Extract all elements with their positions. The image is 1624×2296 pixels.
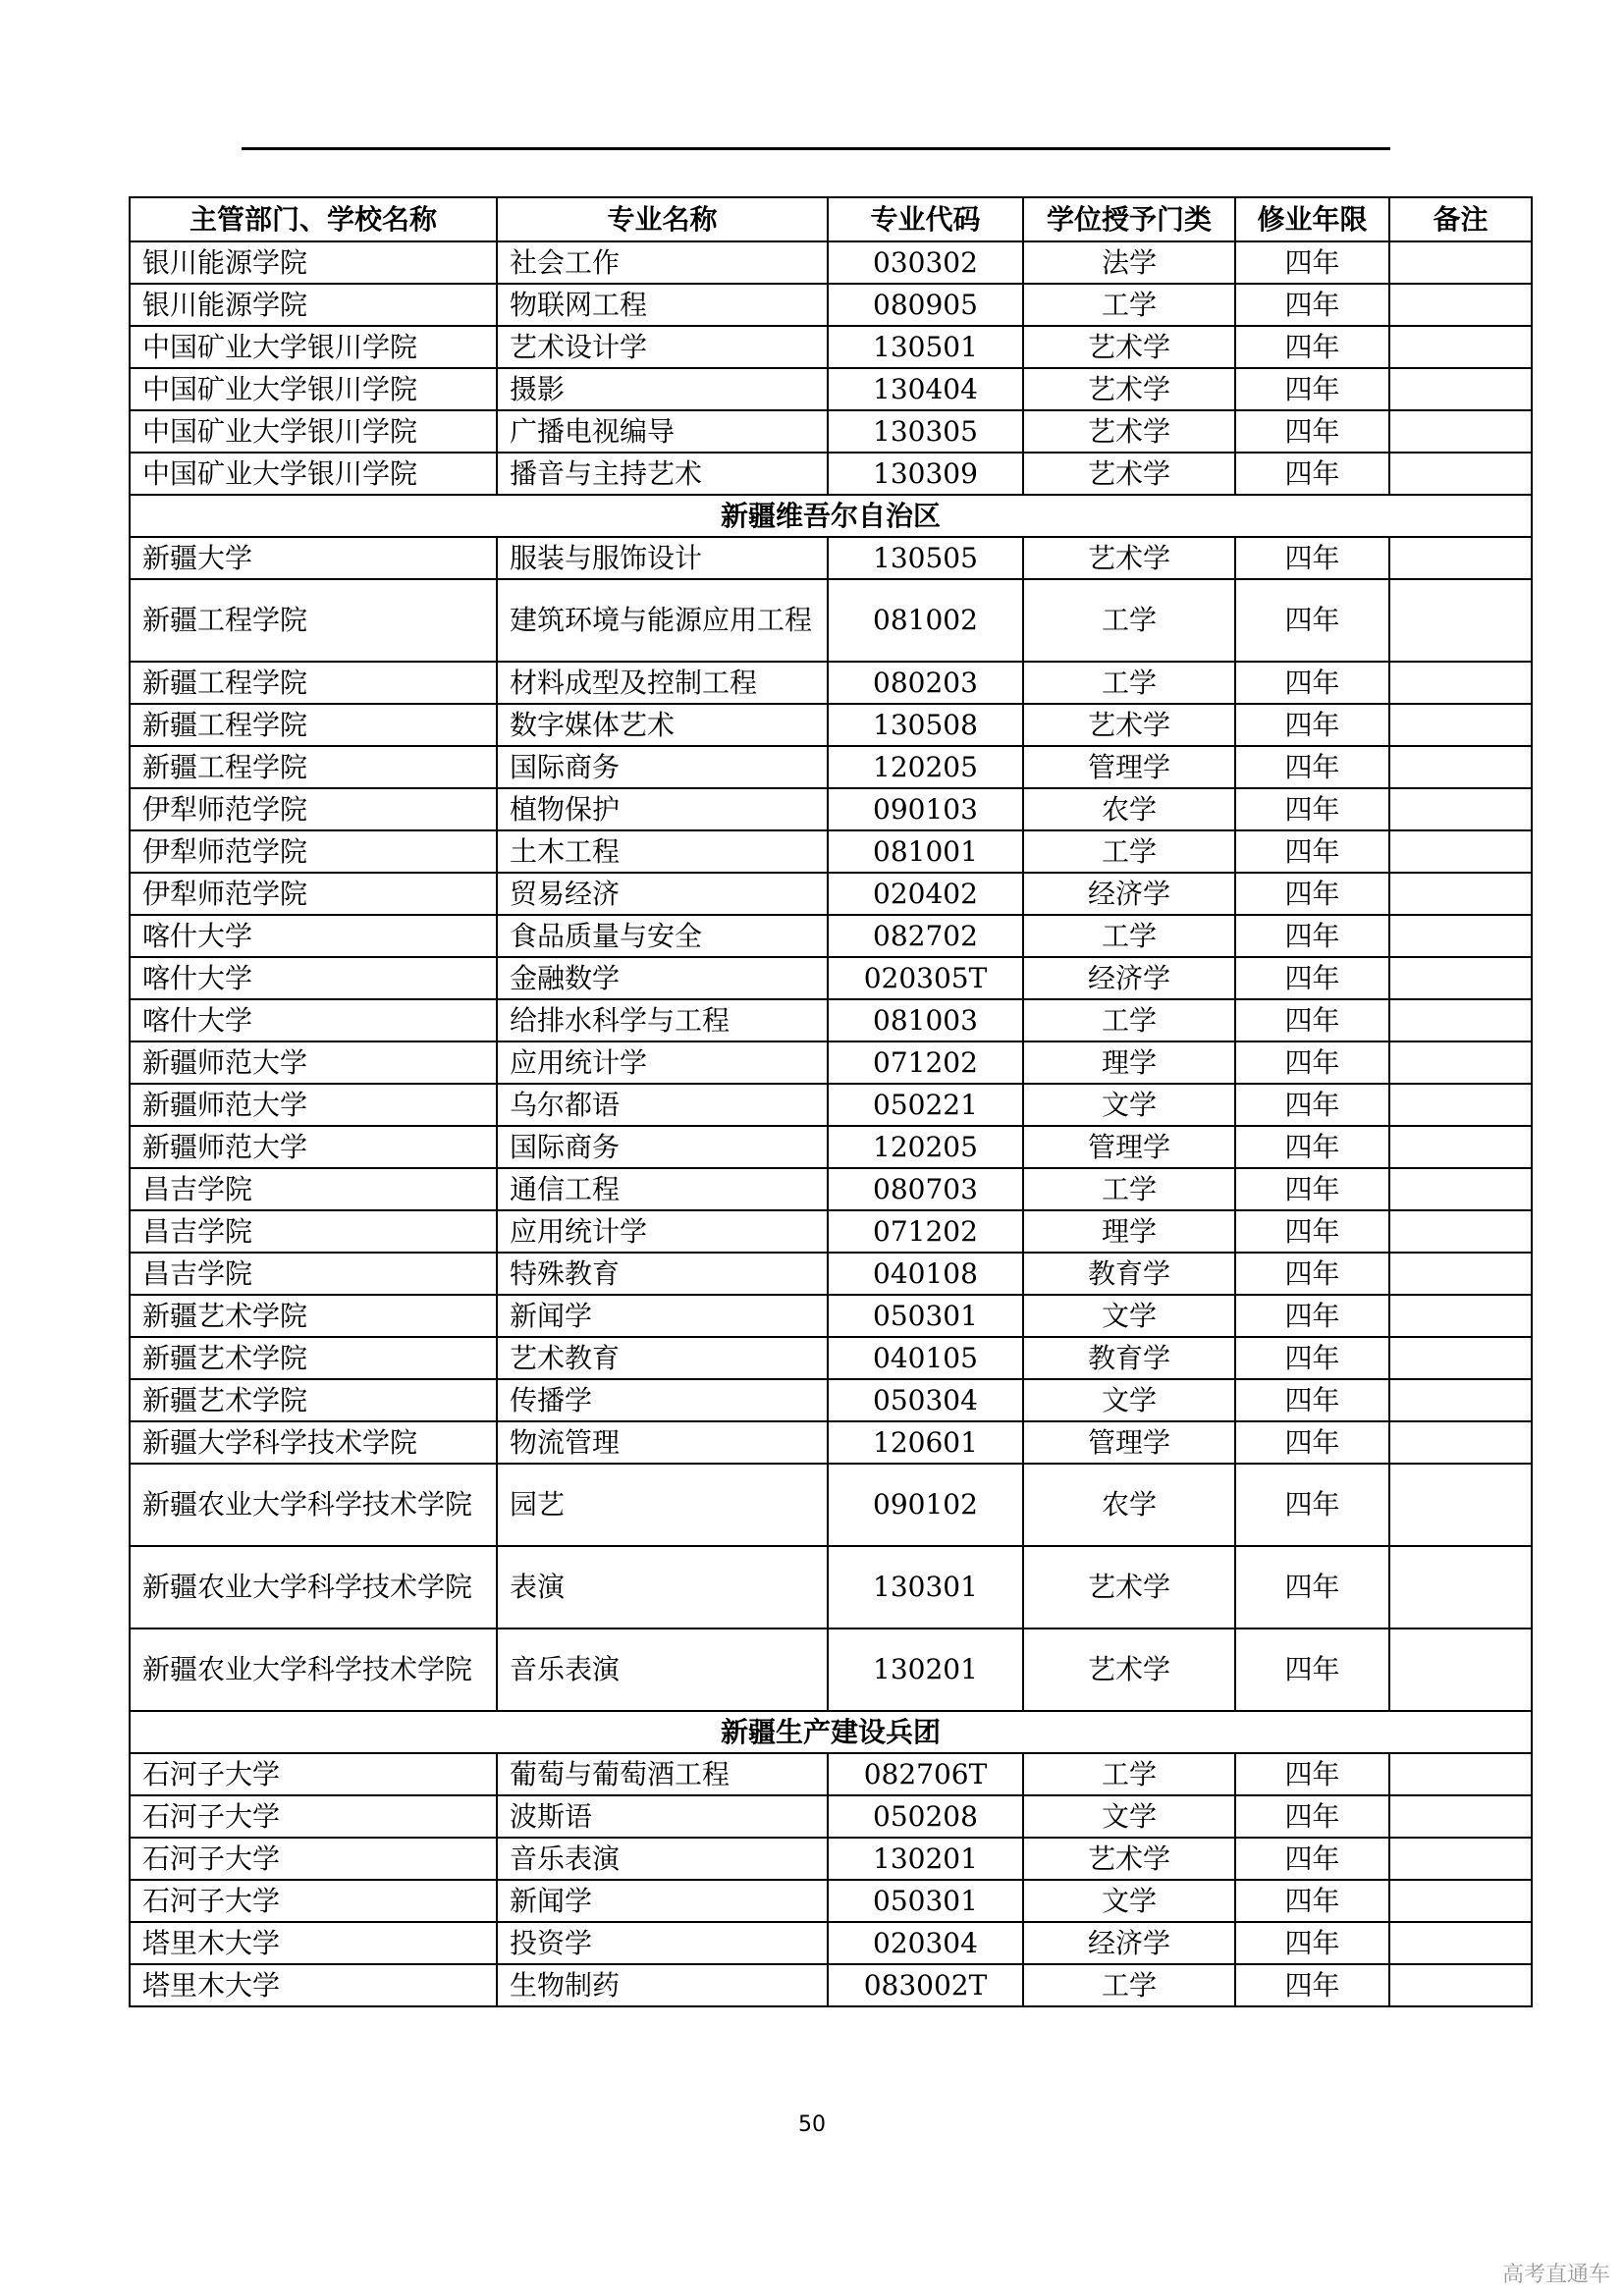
header-school: 主管部门、学校名称: [130, 197, 497, 241]
code-cell: 080203: [828, 662, 1023, 704]
years-cell: 四年: [1235, 746, 1389, 788]
degree-cell: 工学: [1023, 830, 1235, 873]
major-cell: 植物保护: [497, 788, 828, 830]
table-row: [130, 915, 1532, 957]
degree-cell: 农学: [1023, 788, 1235, 830]
degree-cell: 艺术学: [1023, 1838, 1235, 1880]
table-body: [130, 241, 1532, 2006]
code-cell: 130201: [828, 1838, 1023, 1880]
code-cell: 130508: [828, 704, 1023, 746]
degree-cell: 工学: [1023, 1753, 1235, 1795]
school-cell: 石河子大学: [130, 1880, 497, 1922]
table-row: [130, 1168, 1532, 1210]
major-cell: 应用统计学: [497, 1210, 828, 1253]
degree-cell: 农学: [1023, 1464, 1235, 1546]
school-cell: 银川能源学院: [130, 284, 497, 326]
school-cell: 伊犁师范学院: [130, 873, 497, 915]
note-cell: [1389, 326, 1532, 368]
note-cell: [1389, 1041, 1532, 1084]
school-cell: 新疆工程学院: [130, 704, 497, 746]
degree-cell: 管理学: [1023, 1126, 1235, 1168]
major-cell: 新闻学: [497, 1880, 828, 1922]
school-cell: 塔里木大学: [130, 1922, 497, 1964]
note-cell: [1389, 915, 1532, 957]
table-row: [130, 368, 1532, 410]
major-cell: 广播电视编导: [497, 410, 828, 453]
years-cell: 四年: [1235, 830, 1389, 873]
years-cell: 四年: [1235, 957, 1389, 999]
code-cell: 082706T: [828, 1753, 1023, 1795]
code-cell: 082702: [828, 915, 1023, 957]
note-cell: [1389, 410, 1532, 453]
degree-cell: 工学: [1023, 999, 1235, 1041]
major-cell: 金融数学: [497, 957, 828, 999]
table-row: [130, 241, 1532, 284]
note-cell: [1389, 241, 1532, 284]
table-row: [130, 326, 1532, 368]
code-cell: 020304: [828, 1922, 1023, 1964]
note-cell: [1389, 1922, 1532, 1964]
school-cell: 中国矿业大学银川学院: [130, 410, 497, 453]
degree-cell: 管理学: [1023, 1421, 1235, 1464]
note-cell: [1389, 1464, 1532, 1546]
school-cell: 新疆师范大学: [130, 1084, 497, 1126]
degree-cell: 工学: [1023, 1964, 1235, 2006]
note-cell: [1389, 579, 1532, 662]
note-cell: [1389, 537, 1532, 579]
region-row: [130, 495, 1532, 537]
years-cell: 四年: [1235, 788, 1389, 830]
years-cell: 四年: [1235, 1253, 1389, 1295]
school-cell: 新疆大学: [130, 537, 497, 579]
degree-cell: 理学: [1023, 1041, 1235, 1084]
years-cell: 四年: [1235, 326, 1389, 368]
header-note: 备注: [1389, 197, 1532, 241]
table-row: [130, 1795, 1532, 1838]
header-major: 专业名称: [497, 197, 828, 241]
school-cell: 喀什大学: [130, 915, 497, 957]
table-row: [130, 1880, 1532, 1922]
code-cell: 120205: [828, 746, 1023, 788]
years-cell: 四年: [1235, 1795, 1389, 1838]
major-cell: 生物制药: [497, 1964, 828, 2006]
school-cell: 伊犁师范学院: [130, 788, 497, 830]
degree-cell: 文学: [1023, 1295, 1235, 1337]
note-cell: [1389, 957, 1532, 999]
note-cell: [1389, 1295, 1532, 1337]
degree-cell: 文学: [1023, 1084, 1235, 1126]
years-cell: 四年: [1235, 704, 1389, 746]
header-degree: 学位授予门类: [1023, 197, 1235, 241]
major-cell: 表演: [497, 1546, 828, 1629]
major-cell: 材料成型及控制工程: [497, 662, 828, 704]
school-cell: 喀什大学: [130, 957, 497, 999]
note-cell: [1389, 1753, 1532, 1795]
code-cell: 081001: [828, 830, 1023, 873]
years-cell: 四年: [1235, 537, 1389, 579]
table-row: [130, 957, 1532, 999]
major-cell: 葡萄与葡萄酒工程: [497, 1753, 828, 1795]
degree-cell: 管理学: [1023, 746, 1235, 788]
major-cell: 艺术教育: [497, 1337, 828, 1379]
years-cell: 四年: [1235, 999, 1389, 1041]
code-cell: 071202: [828, 1210, 1023, 1253]
table-row: [130, 704, 1532, 746]
major-cell: 服装与服饰设计: [497, 537, 828, 579]
note-cell: [1389, 873, 1532, 915]
watermark: 高考直通车: [1501, 2263, 1610, 2287]
table-header-row: [130, 197, 1532, 241]
code-cell: 071202: [828, 1041, 1023, 1084]
major-cell: 特殊教育: [497, 1253, 828, 1295]
degree-cell: 艺术学: [1023, 453, 1235, 495]
table-row: [130, 1295, 1532, 1337]
years-cell: 四年: [1235, 1880, 1389, 1922]
school-cell: 中国矿业大学银川学院: [130, 453, 497, 495]
header-rule: [242, 147, 1390, 150]
school-cell: 新疆艺术学院: [130, 1337, 497, 1379]
code-cell: 050301: [828, 1880, 1023, 1922]
code-cell: 120601: [828, 1421, 1023, 1464]
note-cell: [1389, 1838, 1532, 1880]
degree-cell: 文学: [1023, 1795, 1235, 1838]
code-cell: 130404: [828, 368, 1023, 410]
note-cell: [1389, 746, 1532, 788]
table-row: [130, 1964, 1532, 2006]
code-cell: 050301: [828, 1295, 1023, 1337]
school-cell: 昌吉学院: [130, 1210, 497, 1253]
region-title: 新疆维吾尔自治区: [130, 495, 1532, 537]
table-row: [130, 579, 1532, 662]
code-cell: 050221: [828, 1084, 1023, 1126]
years-cell: 四年: [1235, 579, 1389, 662]
degree-cell: 文学: [1023, 1379, 1235, 1421]
school-cell: 新疆工程学院: [130, 579, 497, 662]
degree-cell: 艺术学: [1023, 410, 1235, 453]
school-cell: 新疆师范大学: [130, 1126, 497, 1168]
code-cell: 130501: [828, 326, 1023, 368]
header-code: 专业代码: [828, 197, 1023, 241]
years-cell: 四年: [1235, 1084, 1389, 1126]
note-cell: [1389, 999, 1532, 1041]
degree-cell: 艺术学: [1023, 1629, 1235, 1711]
degree-cell: 经济学: [1023, 873, 1235, 915]
note-cell: [1389, 662, 1532, 704]
degree-cell: 教育学: [1023, 1253, 1235, 1295]
table-row: [130, 1337, 1532, 1379]
code-cell: 020402: [828, 873, 1023, 915]
degree-cell: 艺术学: [1023, 326, 1235, 368]
table-row: [130, 1379, 1532, 1421]
region-row: [130, 1711, 1532, 1753]
major-cell: 波斯语: [497, 1795, 828, 1838]
code-cell: 120205: [828, 1126, 1023, 1168]
note-cell: [1389, 704, 1532, 746]
note-cell: [1389, 1964, 1532, 2006]
page-number: 50: [798, 2112, 826, 2137]
code-cell: 083002T: [828, 1964, 1023, 2006]
school-cell: 新疆农业大学科学技术学院: [130, 1629, 497, 1711]
table-row: [130, 1464, 1532, 1546]
school-cell: 新疆工程学院: [130, 662, 497, 704]
years-cell: 四年: [1235, 284, 1389, 326]
years-cell: 四年: [1235, 1210, 1389, 1253]
degree-cell: 教育学: [1023, 1337, 1235, 1379]
major-cell: 食品质量与安全: [497, 915, 828, 957]
major-cell: 传播学: [497, 1379, 828, 1421]
school-cell: 伊犁师范学院: [130, 830, 497, 873]
major-cell: 播音与主持艺术: [497, 453, 828, 495]
major-cell: 音乐表演: [497, 1838, 828, 1880]
note-cell: [1389, 1337, 1532, 1379]
school-cell: 银川能源学院: [130, 241, 497, 284]
note-cell: [1389, 1880, 1532, 1922]
degree-cell: 艺术学: [1023, 537, 1235, 579]
code-cell: 081003: [828, 999, 1023, 1041]
degree-cell: 理学: [1023, 1210, 1235, 1253]
note-cell: [1389, 788, 1532, 830]
school-cell: 石河子大学: [130, 1753, 497, 1795]
note-cell: [1389, 1210, 1532, 1253]
years-cell: 四年: [1235, 1168, 1389, 1210]
note-cell: [1389, 1795, 1532, 1838]
degree-cell: 工学: [1023, 662, 1235, 704]
major-cell: 国际商务: [497, 1126, 828, 1168]
years-cell: 四年: [1235, 1964, 1389, 2006]
years-cell: 四年: [1235, 915, 1389, 957]
note-cell: [1389, 453, 1532, 495]
major-cell: 物联网工程: [497, 284, 828, 326]
table-row: [130, 1629, 1532, 1711]
note-cell: [1389, 1629, 1532, 1711]
code-cell: 050208: [828, 1795, 1023, 1838]
major-cell: 乌尔都语: [497, 1084, 828, 1126]
degree-cell: 经济学: [1023, 1922, 1235, 1964]
code-cell: 090102: [828, 1464, 1023, 1546]
table-row: [130, 746, 1532, 788]
major-cell: 贸易经济: [497, 873, 828, 915]
major-cell: 社会工作: [497, 241, 828, 284]
note-cell: [1389, 284, 1532, 326]
years-cell: 四年: [1235, 1295, 1389, 1337]
code-cell: 080703: [828, 1168, 1023, 1210]
degree-cell: 经济学: [1023, 957, 1235, 999]
table-row: [130, 873, 1532, 915]
degree-cell: 艺术学: [1023, 1546, 1235, 1629]
school-cell: 新疆农业大学科学技术学院: [130, 1464, 497, 1546]
table-row: [130, 1922, 1532, 1964]
years-cell: 四年: [1235, 873, 1389, 915]
code-cell: 130301: [828, 1546, 1023, 1629]
major-cell: 数字媒体艺术: [497, 704, 828, 746]
code-cell: 050304: [828, 1379, 1023, 1421]
major-cell: 国际商务: [497, 746, 828, 788]
major-cell: 投资学: [497, 1922, 828, 1964]
years-cell: 四年: [1235, 368, 1389, 410]
school-cell: 昌吉学院: [130, 1253, 497, 1295]
table-row: [130, 1041, 1532, 1084]
major-cell: 建筑环境与能源应用工程: [497, 579, 828, 662]
school-cell: 新疆艺术学院: [130, 1379, 497, 1421]
code-cell: 080905: [828, 284, 1023, 326]
major-cell: 音乐表演: [497, 1629, 828, 1711]
years-cell: 四年: [1235, 662, 1389, 704]
major-cell: 给排水科学与工程: [497, 999, 828, 1041]
note-cell: [1389, 1421, 1532, 1464]
school-cell: 新疆师范大学: [130, 1041, 497, 1084]
school-cell: 新疆大学科学技术学院: [130, 1421, 497, 1464]
table-row: [130, 788, 1532, 830]
major-cell: 艺术设计学: [497, 326, 828, 368]
school-cell: 新疆工程学院: [130, 746, 497, 788]
degree-cell: 文学: [1023, 1880, 1235, 1922]
years-cell: 四年: [1235, 1546, 1389, 1629]
years-cell: 四年: [1235, 1753, 1389, 1795]
degree-cell: 艺术学: [1023, 704, 1235, 746]
major-cell: 摄影: [497, 368, 828, 410]
region-title: 新疆生产建设兵团: [130, 1711, 1532, 1753]
degree-cell: 工学: [1023, 284, 1235, 326]
years-cell: 四年: [1235, 1337, 1389, 1379]
table-row: [130, 1126, 1532, 1168]
note-cell: [1389, 1546, 1532, 1629]
school-cell: 喀什大学: [130, 999, 497, 1041]
years-cell: 四年: [1235, 410, 1389, 453]
major-cell: 应用统计学: [497, 1041, 828, 1084]
code-cell: 020305T: [828, 957, 1023, 999]
table-row: [130, 537, 1532, 579]
years-cell: 四年: [1235, 1379, 1389, 1421]
code-cell: 130201: [828, 1629, 1023, 1711]
table-row: [130, 410, 1532, 453]
note-cell: [1389, 830, 1532, 873]
degree-cell: 工学: [1023, 579, 1235, 662]
major-cell: 土木工程: [497, 830, 828, 873]
table-row: [130, 284, 1532, 326]
school-cell: 中国矿业大学银川学院: [130, 368, 497, 410]
note-cell: [1389, 1253, 1532, 1295]
table-row: [130, 1753, 1532, 1795]
code-cell: 081002: [828, 579, 1023, 662]
code-cell: 130309: [828, 453, 1023, 495]
table-row: [130, 662, 1532, 704]
note-cell: [1389, 1168, 1532, 1210]
years-cell: 四年: [1235, 241, 1389, 284]
table-row: [130, 1084, 1532, 1126]
years-cell: 四年: [1235, 1041, 1389, 1084]
table-row: [130, 830, 1532, 873]
table-row: [130, 453, 1532, 495]
years-cell: 四年: [1235, 453, 1389, 495]
table-row: [130, 1253, 1532, 1295]
major-cell: 通信工程: [497, 1168, 828, 1210]
school-cell: 石河子大学: [130, 1838, 497, 1880]
table-row: [130, 1421, 1532, 1464]
code-cell: 040105: [828, 1337, 1023, 1379]
school-cell: 新疆农业大学科学技术学院: [130, 1546, 497, 1629]
code-cell: 030302: [828, 241, 1023, 284]
major-cell: 园艺: [497, 1464, 828, 1546]
code-cell: 130505: [828, 537, 1023, 579]
years-cell: 四年: [1235, 1421, 1389, 1464]
code-cell: 130305: [828, 410, 1023, 453]
degree-cell: 法学: [1023, 241, 1235, 284]
table-row: [130, 1838, 1532, 1880]
school-cell: 中国矿业大学银川学院: [130, 326, 497, 368]
code-cell: 040108: [828, 1253, 1023, 1295]
major-cell: 物流管理: [497, 1421, 828, 1464]
table-row: [130, 999, 1532, 1041]
years-cell: 四年: [1235, 1464, 1389, 1546]
note-cell: [1389, 1084, 1532, 1126]
table-row: [130, 1546, 1532, 1629]
code-cell: 090103: [828, 788, 1023, 830]
note-cell: [1389, 368, 1532, 410]
degree-cell: 工学: [1023, 915, 1235, 957]
table-row: [130, 1210, 1532, 1253]
note-cell: [1389, 1126, 1532, 1168]
school-cell: 塔里木大学: [130, 1964, 497, 2006]
note-cell: [1389, 1379, 1532, 1421]
years-cell: 四年: [1235, 1629, 1389, 1711]
degree-cell: 工学: [1023, 1168, 1235, 1210]
header-years: 修业年限: [1235, 197, 1389, 241]
school-cell: 石河子大学: [130, 1795, 497, 1838]
majors-table: [129, 196, 1533, 2007]
years-cell: 四年: [1235, 1922, 1389, 1964]
years-cell: 四年: [1235, 1126, 1389, 1168]
years-cell: 四年: [1235, 1838, 1389, 1880]
school-cell: 新疆艺术学院: [130, 1295, 497, 1337]
major-cell: 新闻学: [497, 1295, 828, 1337]
school-cell: 昌吉学院: [130, 1168, 497, 1210]
degree-cell: 艺术学: [1023, 368, 1235, 410]
